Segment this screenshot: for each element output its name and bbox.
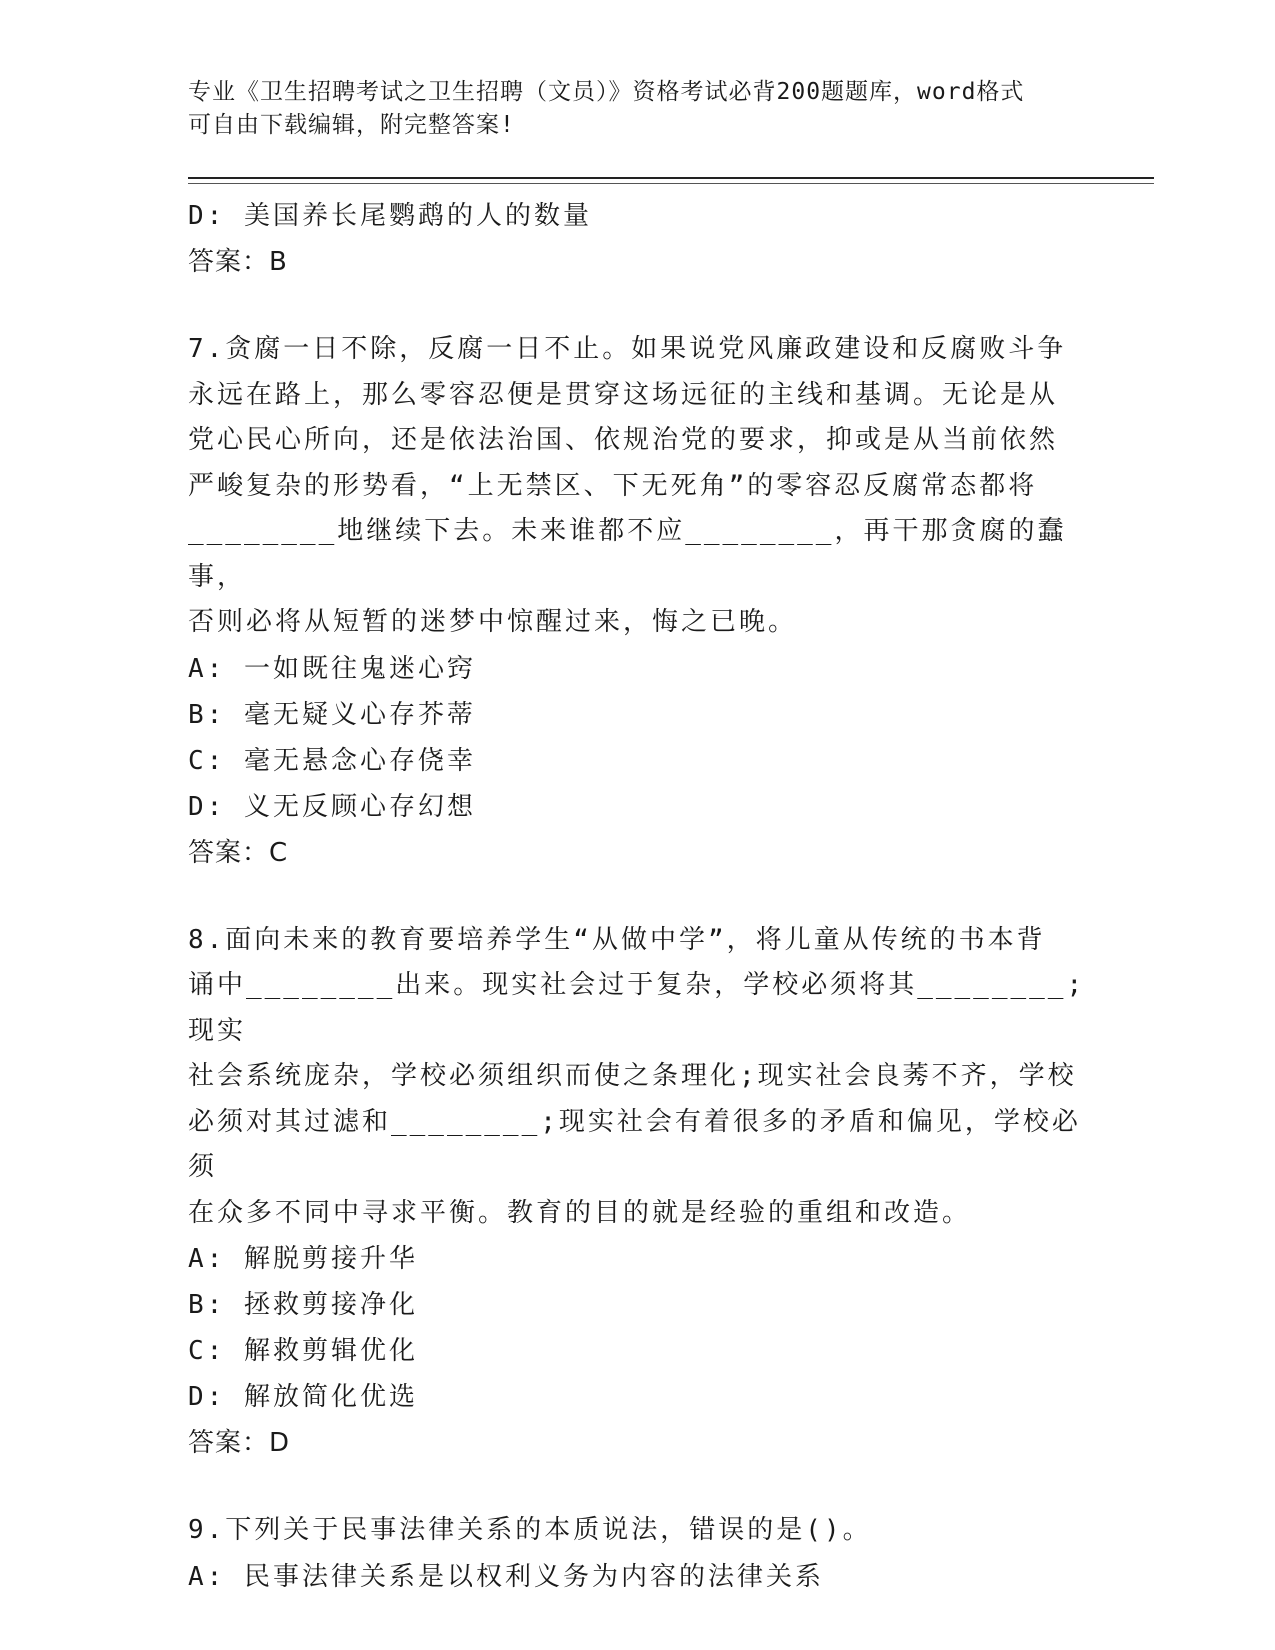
- option-a: A: 解脱剪接升华: [188, 1244, 418, 1274]
- stem-line: 必须对其过滤和________;现实社会有着很多的矛盾和偏见，学校必须: [188, 1106, 1081, 1182]
- stem-line: 诵中________出来。现实社会过于复杂，学校必须将其________;现实: [188, 970, 1086, 1046]
- answer-label: 答案：D: [188, 1428, 291, 1458]
- question-stem: [188, 1508, 1088, 1554]
- stem-line: 8.面向未来的教育要培养学生“从做中学”，将儿童从传统的书本背: [188, 924, 1046, 955]
- option-c: C: 解救剪辑优化: [188, 1336, 418, 1366]
- question-7: [188, 327, 1088, 876]
- question-stem: [188, 918, 1088, 1237]
- document-body: [188, 193, 1088, 1600]
- header-line-2: 可自由下载编辑，附完整答案!: [188, 112, 515, 138]
- question-9: [188, 1508, 1088, 1600]
- option-b: B: 拯救剪接净化: [188, 1290, 418, 1320]
- stem-line: 党心民心所向，还是依法治国、依规治党的要求，抑或是从当前依然: [188, 425, 1059, 455]
- option-d: D: 美国养长尾鹦鹉的人的数量: [188, 201, 592, 231]
- stem-line: 永远在路上，那么零容忍便是贯穿这场远征的主线和基调。无论是从: [188, 379, 1059, 410]
- answer-label: 答案：B: [188, 247, 288, 277]
- stem-line: 社会系统庞杂，学校必须组织而使之条理化;现实社会良莠不齐，学校: [188, 1061, 1077, 1091]
- stem-line: ________地继续下去。未来谁都不应________，再干那贪腐的蠢事，: [188, 516, 1067, 592]
- document-header: [188, 76, 1078, 142]
- option-b: B: 毫无疑义心存芥蒂: [188, 699, 476, 730]
- option-a: A: 民事法律关系是以权利义务为内容的法律关系: [188, 1561, 824, 1592]
- stem-line: 严峻复杂的形势看，“上无禁区、下无死角”的零容忍反腐常态都将: [188, 470, 1038, 501]
- question-stem: [188, 327, 1088, 646]
- stem-line: 7.贪腐一日不除，反腐一日不止。如果说党风廉政建设和反腐败斗争: [188, 334, 1067, 364]
- stem-line: 在众多不同中寻求平衡。教育的目的就是经验的重组和改造。: [188, 1197, 972, 1228]
- answer-label: 答案：C: [188, 837, 289, 868]
- option-c: C: 毫无悬念心存侥幸: [188, 745, 476, 776]
- option-d: D: 解放简化优选: [188, 1382, 418, 1412]
- stem-line: 9.下列关于民事法律关系的本质说法，错误的是()。: [188, 1515, 872, 1545]
- header-divider-thin: [188, 183, 1154, 184]
- option-d: D: 义无反顾心存幻想: [188, 791, 476, 822]
- question-8: [188, 918, 1088, 1467]
- option-a: A: 一如既往鬼迷心窍: [188, 653, 476, 684]
- header-line-1: 专业《卫生招聘考试之卫生招聘（文员）》资格考试必背200题题库，word格式: [188, 79, 1025, 105]
- header-divider-thick: [188, 177, 1154, 179]
- question-6: [188, 193, 1088, 285]
- stem-line: 否则必将从短暂的迷梦中惊醒过来，悔之已晚。: [188, 607, 798, 637]
